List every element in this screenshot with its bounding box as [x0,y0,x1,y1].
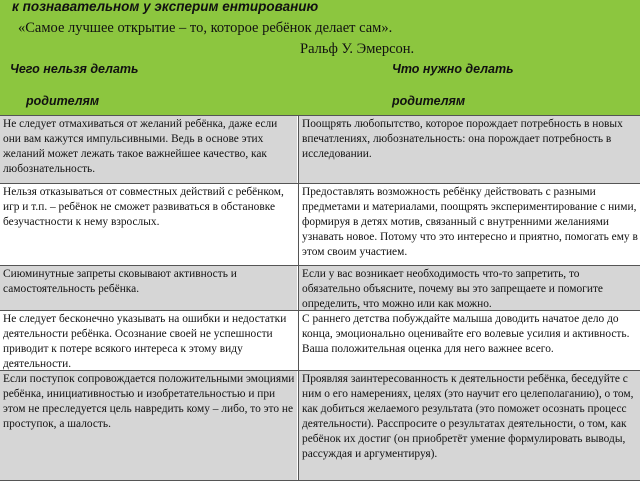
dont-cell: Если поступок сопровождается положительными эмоциями ребёнка, инициативностью и изобретательностью и при этом не преследуется цель навредить кому – либо, то это не проступок, а шалость. [0,371,297,480]
dont-cell: Нельзя отказываться от совместных действий с ребёнком, игр и т.п. – ребёнок не сможет развиваться в обстановке безучастности к нему взрослых. [3,186,284,228]
do-cell: Предоставлять возможность ребёнку действовать с разными предметами и материалами, поощрять экспериментирование с ними, формируя в детях мотив, связанный с внутренними желаниями узнавать новое. Потому что это интересно и приятно, помогать ему в этом своим участием. [298,184,640,265]
dont-cell: Не следует отмахиваться от желаний ребёнка, даже если они вам кажутся импульсивными. Ведь в основе этих желаний может лежать такое важнейшее качество, как любознательность. [0,116,297,183]
table-row [0,116,640,184]
dont-cell: Не следует бесконечно указывать на ошибки и недостатки деятельности ребёнка. Осознание своей не успешности приводит к потере всякого интереса к этому виду деятельности. [3,313,287,370]
table-row [0,184,640,266]
do-column-heading: Что нужно делать [392,62,514,76]
do-column-heading-sub: родителям [392,94,466,108]
do-cell: Если у вас возникает необходимость что-то запретить, то обязательно объясните, почему вы это запрещаете и помогите определить, что можно или как можно. [298,266,640,310]
epigraph-quote: «Самое лучшее открытие – то, которое ребёнок делает сам». [18,20,393,36]
do-cell: Поощрять любопытство, которое порождает потребность в новых впечатлениях, любознательность: она порождает потребность в исследовании. [298,116,640,183]
topic-heading: к познавательном у эксперим ентированию [12,0,319,14]
dont-column-heading: Чего нельзя делать [10,62,139,76]
dont-cell: Сиюминутные запреты сковывают активность и самостоятельность ребёнка. [0,266,297,310]
do-cell: С раннего детства побуждайте малыша доводить начатое дело до конца, эмоционально оценивайте его волевые усилия и активность. Ваша положительная оценка для него важнее всего. [298,311,640,370]
dont-column-heading-sub: родителям [26,94,100,108]
advice-table [0,115,640,480]
do-cell: Проявляя заинтересованность к деятельности ребёнка, беседуйте с ним о его намерениях, целях (это научит его целеполаганию), о том, как добиться желаемого результата (это поможет осознать процесс деятельности). Расспросите о результатах деятельности, о том, как ребёнок их достиг (он приобретёт умение формулировать выводы, рассуждая и аргументируя). [298,371,640,480]
table-row [0,266,640,311]
epigraph-author: Ральф У. Эмерсон. [300,41,415,57]
header-banner [0,0,640,115]
table-row [0,311,640,371]
table-row [0,371,640,481]
